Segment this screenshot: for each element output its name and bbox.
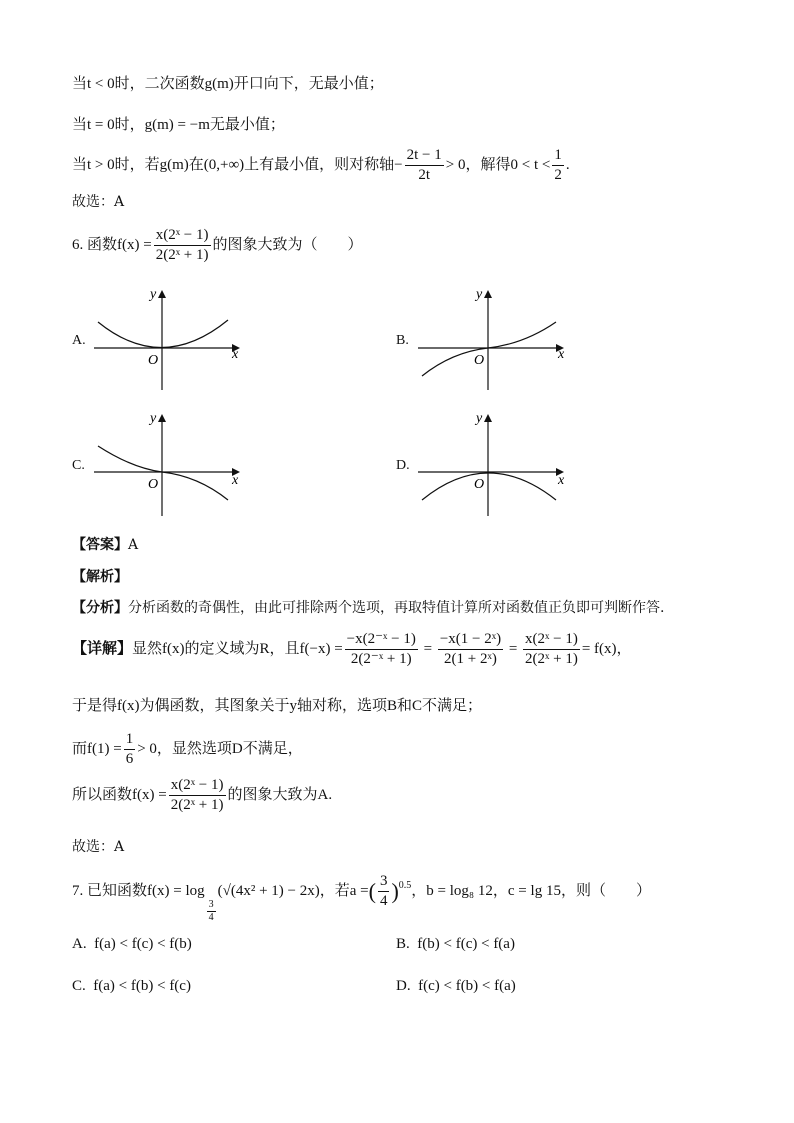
origin-label: O <box>474 353 485 368</box>
parity-conclusion: 于是得f(x)为偶函数，其图象关于y轴对称，选项B和C不满足； <box>72 698 482 714</box>
graph-option-a[interactable] <box>88 284 248 394</box>
fraction-1 <box>345 630 418 669</box>
a-fraction <box>378 872 390 911</box>
symmetry-axis-fraction <box>405 146 444 185</box>
xiangjie-text: 显然f(x)的定义域为R，且f(−x) = <box>132 640 343 657</box>
fraction-2 <box>438 630 503 669</box>
y-label: y <box>476 287 483 302</box>
option-text: f(c) < f(b) < f(a) <box>418 978 516 994</box>
option-text: f(a) < f(b) < f(c) <box>93 978 191 994</box>
y-axis-arrow <box>484 414 492 422</box>
condition-text-b: > 0，解得0 < t < <box>445 156 551 173</box>
y-axis-arrow <box>158 414 166 422</box>
final-fraction <box>169 776 226 815</box>
f1-fraction <box>124 730 136 769</box>
q6-prefix: 6. 函数f(x) = <box>72 236 152 253</box>
xiangjie-line: 【详解】显然f(x)的定义域为R，且f(−x) = $\frac{\text{−x(2⁻ˣ − 1)}}{\text{2(2⁻ˣ + 1)}}$ = $\frac{\text{−x(1 − 2ˣ)}}{\text{2(1 + 2ˣ)}}$ = $\frac{\text{x(2ˣ − 1)}}{\text{2(2ˣ + 1)}}$ = f(x)， <box>72 631 632 667</box>
fraction-denominator: 4 <box>208 911 214 923</box>
prev-answer-line: 故选：A <box>72 194 125 210</box>
y-label: y <box>476 411 483 426</box>
x-label: x <box>558 347 565 362</box>
q7-text-a: 7. 已知函数f(x) = log <box>72 882 205 899</box>
fraction-numerator: x(2ˣ − 1) <box>523 630 580 650</box>
question-7-stem <box>72 872 651 924</box>
curve <box>422 322 556 376</box>
fraction-denominator: 2(2⁻ˣ + 1) <box>350 651 412 667</box>
option-label: D. <box>396 978 411 994</box>
question-6-stem <box>72 226 363 265</box>
y-axis-arrow <box>158 290 166 298</box>
fraction-denominator: 2(2ˣ + 1) <box>170 797 224 813</box>
q6-final-answer: 故选：A <box>72 839 125 855</box>
graph-option-c[interactable] <box>88 408 248 520</box>
q7-option-d[interactable] <box>396 976 516 996</box>
answer-value: A <box>128 537 139 553</box>
paren-left: ( <box>368 878 376 904</box>
condition-t-zero: 当t = 0时，g(m) = −m无最小值； <box>72 117 285 133</box>
x-label: x <box>232 347 239 362</box>
q7-text-b: ，若a = <box>319 882 369 899</box>
fenxi-text: 分析函数的奇偶性，由此可排除两个选项，再取特值计算所对函数值正负即可判断作答. <box>128 600 665 616</box>
option-a-label[interactable]: A. <box>72 333 86 348</box>
f1-check-line <box>72 730 303 769</box>
fraction-numerator: x(2ˣ − 1) <box>154 226 211 246</box>
final-text-b: 的图象大致为A. <box>227 786 333 803</box>
answer-tag: 【答案】 <box>72 537 128 553</box>
origin-label: O <box>148 477 159 492</box>
option-c-label[interactable]: C. <box>72 458 85 473</box>
fraction-numerator: 1 <box>552 146 564 166</box>
half-fraction <box>552 146 564 185</box>
analysis-tag: 【解析】 <box>72 569 128 585</box>
fraction-denominator: 2(2ˣ + 1) <box>155 247 209 263</box>
fraction-denominator: 2 <box>554 167 562 183</box>
fraction-numerator: 1 <box>124 730 136 750</box>
fraction-numerator: 3 <box>208 898 214 910</box>
y-label: y <box>150 287 157 302</box>
xiangjie-end: = f(x)， <box>581 640 632 657</box>
final-conclusion-line <box>72 776 332 815</box>
q7-option-a[interactable] <box>72 934 192 954</box>
fenxi-line <box>72 598 664 618</box>
fraction-numerator: −x(1 − 2ˣ) <box>438 630 503 650</box>
fraction-numerator: 2t − 1 <box>405 146 444 166</box>
final-text-a: 所以函数f(x) = <box>72 786 167 803</box>
q7-log-argument: (√(4x² + 1) − 2x) <box>217 882 320 899</box>
paren-right: ) <box>391 878 399 904</box>
condition-text-a: 当t > 0时，若g(m)在(0,+∞)上有最小值，则对称轴− <box>72 156 403 173</box>
graph-option-d[interactable] <box>412 408 572 520</box>
a-exponent: 0.5 <box>398 879 412 891</box>
answer-line <box>72 535 138 555</box>
fraction-denominator: 2(1 + 2ˣ) <box>444 651 497 667</box>
y-axis-arrow <box>484 290 492 298</box>
f1-text-a: 而f(1) = <box>72 740 122 757</box>
fraction-numerator: −x(2⁻ˣ − 1) <box>345 630 418 650</box>
curve <box>98 446 228 500</box>
x-label: x <box>558 473 565 488</box>
option-text: f(a) < f(c) < f(b) <box>94 936 192 952</box>
x-label: x <box>232 473 239 488</box>
fraction-denominator: 2t <box>418 167 431 183</box>
option-label: A. <box>72 936 87 952</box>
curve <box>422 473 556 500</box>
xiangjie-tag: 【详解】 <box>72 640 133 657</box>
condition-t-negative: 当t < 0时，二次函数g(m)开口向下，无最小值； <box>72 76 384 92</box>
fraction-numerator: x(2ˣ − 1) <box>169 776 226 796</box>
q7-option-c[interactable] <box>72 976 191 996</box>
origin-label: O <box>148 353 159 368</box>
analysis-heading <box>72 567 128 587</box>
fraction-denominator: 6 <box>125 751 134 767</box>
option-label: B. <box>396 936 410 952</box>
option-text: f(b) < f(c) < f(a) <box>417 936 515 952</box>
curve <box>98 320 228 348</box>
option-label: C. <box>72 978 86 994</box>
log-base-fraction <box>207 899 216 924</box>
fraction-3 <box>523 630 580 669</box>
fraction-denominator: 4 <box>379 893 388 909</box>
q6-suffix: 的图象大致为（ ） <box>212 236 363 253</box>
q6-function-fraction <box>154 226 211 265</box>
fenxi-tag: 【分析】 <box>72 600 128 616</box>
option-d-label[interactable]: D. <box>396 458 410 473</box>
graph-option-b[interactable] <box>412 284 572 394</box>
f1-text-b: > 0，显然选项D不满足， <box>137 740 303 757</box>
condition-t-positive: 当t > 0时，若g(m)在(0,+∞)上有最小值，则对称轴− $\frac{2t - 1}{2t}$ > 0，解得0 < t < $\frac{1}{2}$ . <box>72 147 570 183</box>
fraction-denominator: 2(2ˣ + 1) <box>525 651 578 667</box>
q7-option-b[interactable] <box>396 934 515 954</box>
option-b-label[interactable]: B. <box>396 333 409 348</box>
y-label: y <box>150 411 157 426</box>
q7-text-c: ，b = log₈ 12，c = lg 15，则（ ） <box>411 882 651 899</box>
origin-label: O <box>474 477 485 492</box>
fraction-numerator: 3 <box>378 872 390 892</box>
